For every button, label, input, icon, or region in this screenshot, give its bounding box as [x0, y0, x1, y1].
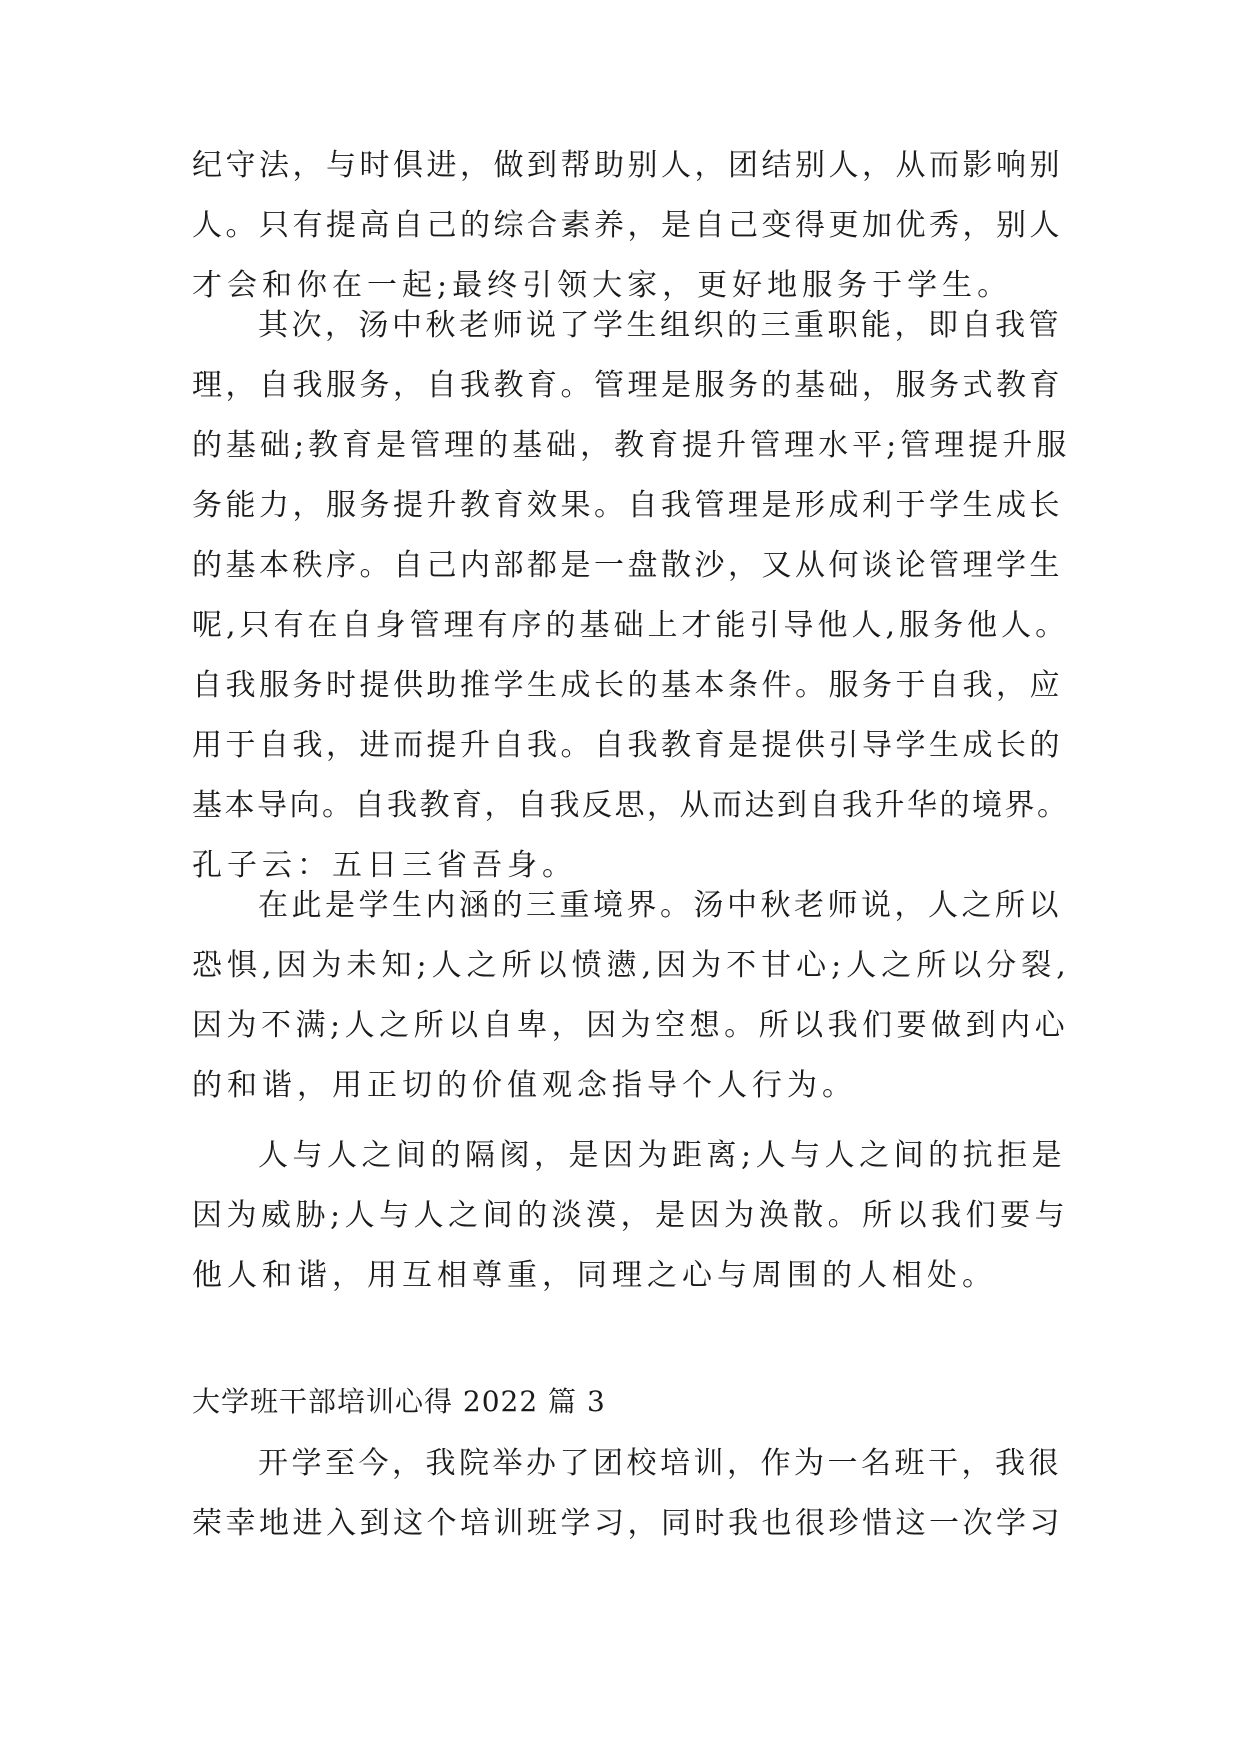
text-line: 他人和谐，用互相尊重，同理之心与周围的人相处。 [192, 1258, 997, 1293]
paragraph-relations [192, 1126, 1072, 1306]
text-line: 呢,只有在自身管理有序的基础上才能引导他人,服务他人。 [192, 608, 1070, 643]
paragraph-three-functions [192, 296, 1072, 896]
text-line: 才会和你在一起;最终引领大家，更好地服务于学生。 [192, 268, 1013, 303]
text-line: 人与人之间的隔阂，是因为距离;人与人之间的抗拒是 [258, 1138, 1067, 1173]
text-line: 孔子云：五日三省吾身。 [192, 848, 577, 883]
text-line: 其次，汤中秋老师说了学生组织的三重职能，即自我管 [258, 308, 1062, 343]
text-line: 开学至今，我院举办了团校培训，作为一名班干，我很 [258, 1446, 1062, 1481]
text-line: 纪守法，与时俱进，做到帮助别人，团结别人，从而影响别 [192, 148, 1063, 183]
text-line: 基本导向。自我教育，自我反思，从而达到自我升华的境界。 [192, 788, 1070, 823]
text-line: 务能力，服务提升教育效果。自我管理是形成利于学生成长 [192, 488, 1063, 523]
text-line: 用于自我，进而提升自我。自我教育是提供引导学生成长的 [192, 728, 1063, 763]
text-line: 理，自我服务，自我教育。管理是服务的基础，服务式教育 [192, 368, 1063, 403]
text-line: 荣幸地进入到这个培训班学习，同时我也很珍惜这一次学习 [192, 1506, 1063, 1541]
text-line: 恐惧,因为未知;人之所以愤懑,因为不甘心;人之所以分裂, [192, 948, 1071, 983]
text-line: 人。只有提高自己的综合素养，是自己变得更加优秀，别人 [192, 208, 1063, 243]
paragraph-section3-intro [192, 1434, 1072, 1554]
section-heading: 大学班干部培训心得 2022 篇 3 [192, 1385, 606, 1418]
text-line: 的基础;教育是管理的基础，教育提升管理水平;管理提升服 [192, 428, 1071, 463]
paragraph-continued [192, 136, 1072, 316]
text-line: 在此是学生内涵的三重境界。汤中秋老师说，人之所以 [258, 888, 1062, 923]
text-line: 的基本秩序。自己内部都是一盘散沙，又从何谈论管理学生 [192, 548, 1063, 583]
text-line: 的和谐，用正切的价值观念指导个人行为。 [192, 1068, 857, 1103]
text-line: 自我服务时提供助推学生成长的基本条件。服务于自我，应 [192, 668, 1063, 703]
text-line: 因为威胁;人与人之间的淡漠，是因为涣散。所以我们要与 [192, 1198, 1070, 1233]
text-line: 因为不满;人之所以自卑，因为空想。所以我们要做到内心 [192, 1008, 1070, 1043]
paragraph-three-realms [192, 876, 1072, 1116]
